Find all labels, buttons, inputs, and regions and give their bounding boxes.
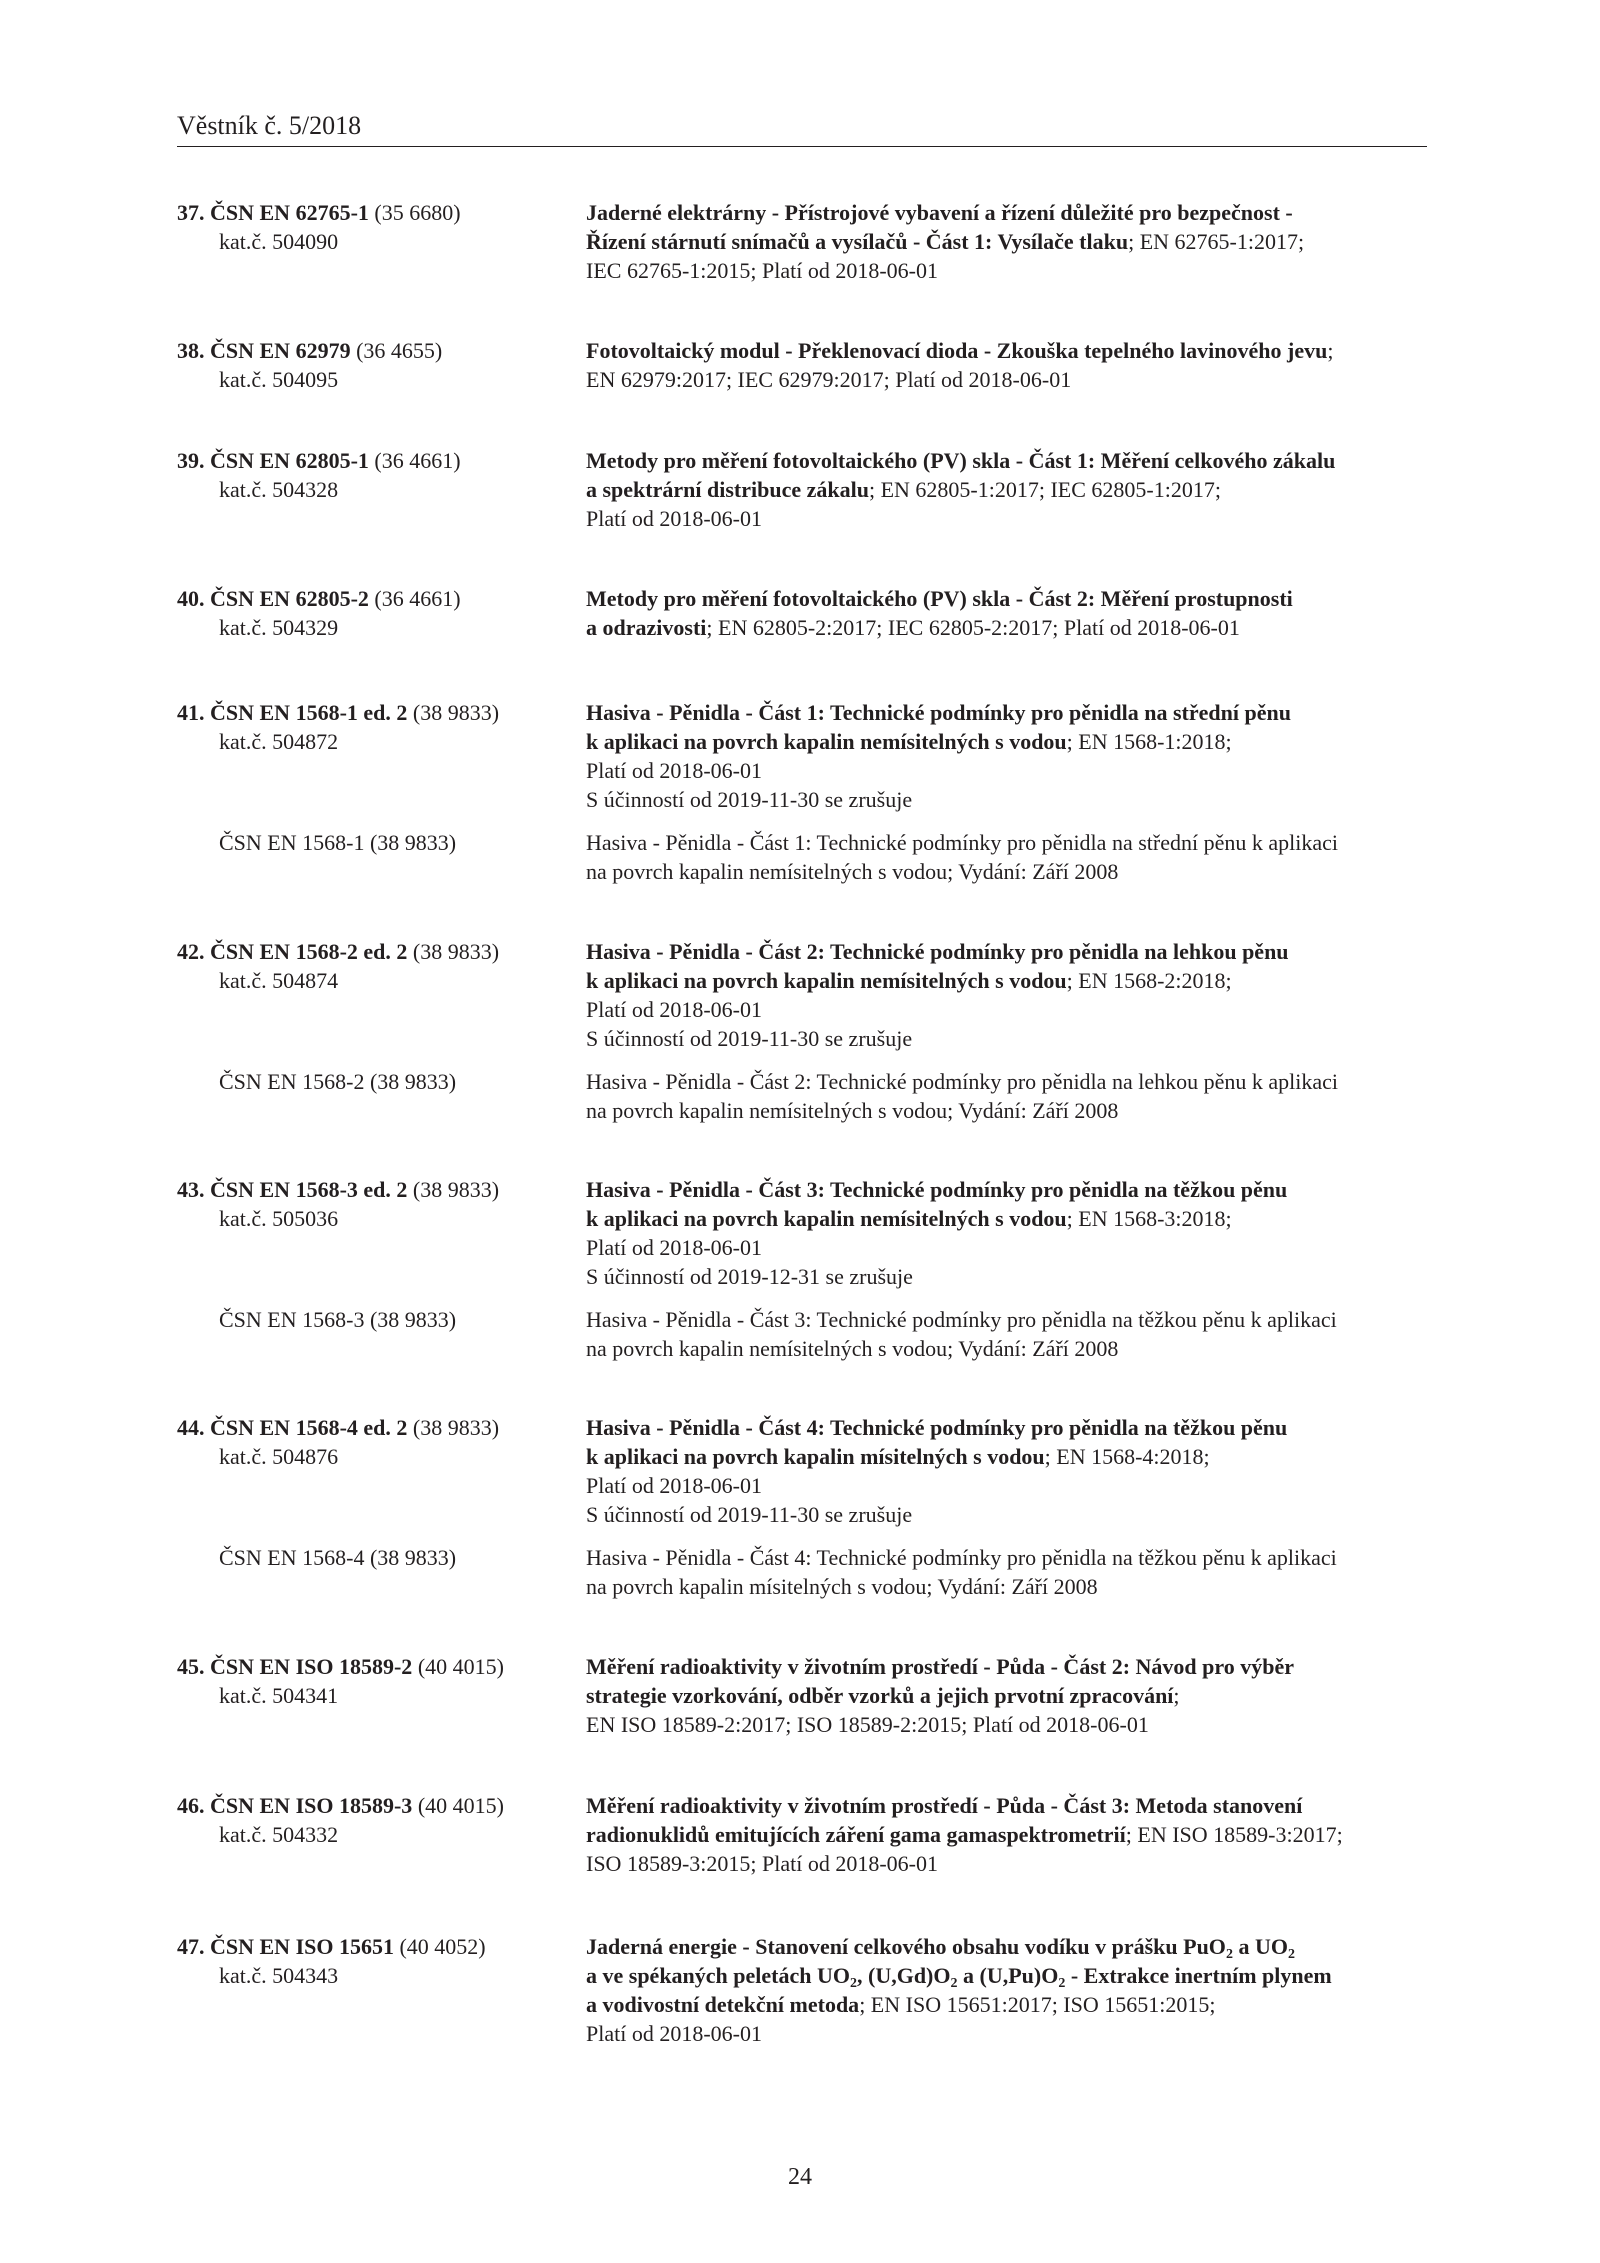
withdrawn-id — [177, 1067, 577, 1096]
description-title: k aplikaci na povrch kapalin nemísitelných s vodou — [586, 729, 1067, 754]
description-meta: IEC 62765-1:2015; Platí od 2018-06-01 — [586, 258, 938, 283]
standard-code-line — [177, 937, 577, 966]
description-line — [586, 1262, 1427, 1291]
description-line — [586, 966, 1427, 995]
withdrawn-code: ČSN EN 1568-3 (38 9833) — [219, 1307, 457, 1332]
standard-description — [586, 584, 1427, 642]
description-line — [586, 756, 1427, 785]
description-line — [586, 446, 1427, 475]
page-header-title: Věstník č. 5/2018 — [177, 111, 362, 140]
standard-entry-43 — [177, 1175, 1427, 1363]
description-meta: EN ISO 18589-2:2017; ISO 18589-2:2015; Platí od 2018-06-01 — [586, 1712, 1149, 1737]
standard-id — [177, 1175, 577, 1233]
description-line — [586, 256, 1427, 285]
catalog-number: kat.č. 504328 — [219, 477, 339, 502]
standard-code: ČSN EN ISO 18589-2 — [210, 1654, 413, 1679]
description-line — [586, 937, 1427, 966]
standard-code: ČSN EN 1568-1 ed. 2 — [210, 700, 408, 725]
standard-code: ČSN EN 1568-4 ed. 2 — [210, 1415, 408, 1440]
standard-code-line — [177, 1791, 577, 1820]
standard-id — [177, 446, 577, 504]
description-line — [586, 1820, 1427, 1849]
standard-description — [586, 937, 1427, 1053]
withdrawn-line: na povrch kapalin nemísitelných s vodou; Vydání: Září 2008 — [586, 859, 1119, 884]
description-line — [586, 504, 1427, 533]
standard-code-line — [177, 336, 577, 365]
description-line — [586, 1652, 1427, 1681]
classification-code: (38 9833) — [412, 1415, 500, 1440]
standard-code: ČSN EN 62979 — [210, 338, 351, 363]
standard-code-line — [177, 698, 577, 727]
page-number: 24 — [788, 2164, 812, 2190]
withdrawn-standard — [177, 828, 1427, 886]
description-title: Metody pro měření fotovoltaického (PV) skla - Část 1: Měření celkového zákalu — [586, 448, 1336, 473]
standard-row — [177, 198, 1427, 285]
description-title: Měření radioaktivity v životním prostředí - Půda - Část 2: Návod pro výběr — [586, 1654, 1295, 1679]
standard-code-line — [177, 1652, 577, 1681]
classification-code: (38 9833) — [412, 1177, 500, 1202]
header-divider — [177, 146, 1427, 147]
description-meta: S účinností od 2019-11-30 se zrušuje — [586, 1026, 913, 1051]
description-line — [586, 1413, 1427, 1442]
description-line — [586, 198, 1427, 227]
withdrawn-id — [177, 828, 577, 857]
standard-entry-46 — [177, 1791, 1427, 1878]
standard-id — [177, 698, 577, 756]
classification-code: (36 4655) — [356, 338, 443, 363]
withdrawn-line: Hasiva - Pěnidla - Část 2: Technické podmínky pro pěnidla na lehkou pěnu k aplikaci — [586, 1069, 1338, 1094]
catalog-number: kat.č. 504090 — [219, 229, 339, 254]
description-meta: EN 62979:2017; IEC 62979:2017; Platí od 2018-06-01 — [586, 367, 1072, 392]
withdrawn-id — [177, 1305, 577, 1334]
withdrawn-description — [586, 1067, 1427, 1125]
description-line — [586, 1500, 1427, 1529]
catalog-number: kat.č. 504872 — [219, 729, 339, 754]
standard-id — [177, 1791, 577, 1849]
standard-description — [586, 698, 1427, 814]
description-meta: S účinností od 2019-11-30 se zrušuje — [586, 1502, 913, 1527]
description-meta: ; EN ISO 18589-3:2017; — [1125, 1822, 1343, 1847]
standard-code: ČSN EN ISO 18589-3 — [210, 1793, 413, 1818]
description-line — [586, 1175, 1427, 1204]
standard-description — [586, 1413, 1427, 1529]
description-line — [586, 1791, 1427, 1820]
description-line — [586, 227, 1427, 256]
standard-id — [177, 336, 577, 394]
description-meta: ; EN 62805-1:2017; IEC 62805-1:2017; — [868, 477, 1221, 502]
standard-row — [177, 1175, 1427, 1291]
description-title: Hasiva - Pěnidla - Část 1: Technické podmínky pro pěnidla na střední pěnu — [586, 700, 1291, 725]
description-meta: ; EN 1568-3:2018; — [1066, 1206, 1232, 1231]
withdrawn-description — [586, 828, 1427, 886]
classification-code: (40 4015) — [417, 1793, 504, 1818]
description-title: Řízení stárnutí snímačů a vysílačů - Část 1: Vysílače tlaku — [586, 229, 1129, 254]
description-line — [586, 1849, 1427, 1878]
catalog-number: kat.č. 504095 — [219, 367, 339, 392]
description-line — [586, 1442, 1427, 1471]
description-meta: Platí od 2018-06-01 — [586, 758, 762, 783]
standard-row — [177, 446, 1427, 533]
standard-entry-41 — [177, 698, 1427, 886]
description-title: k aplikaci na povrch kapalin nemísitelných s vodou — [586, 968, 1067, 993]
standard-entry-39 — [177, 446, 1427, 533]
description-line — [586, 613, 1427, 642]
standard-id — [177, 1413, 577, 1471]
description-title: a odrazivosti — [586, 615, 707, 640]
classification-code: (38 9833) — [412, 939, 500, 964]
entry-number: 41. — [177, 700, 205, 725]
description-title: Fotovoltaický modul - Překlenovací dioda - Zkouška tepelného lavinového jevu — [586, 338, 1328, 363]
entry-number: 47. — [177, 1934, 205, 1959]
standard-description — [586, 1175, 1427, 1291]
standard-id — [177, 1932, 577, 1990]
description-title: Hasiva - Pěnidla - Část 2: Technické podmínky pro pěnidla na lehkou pěnu — [586, 939, 1289, 964]
withdrawn-description — [586, 1305, 1427, 1363]
standard-row — [177, 698, 1427, 814]
description-title: strategie vzorkování, odběr vzorků a jejich prvotní zpracování — [586, 1683, 1174, 1708]
description-meta: ; — [1327, 338, 1334, 363]
entry-number: 39. — [177, 448, 205, 473]
withdrawn-line: Hasiva - Pěnidla - Část 4: Technické podmínky pro pěnidla na těžkou pěnu k aplikaci — [586, 1545, 1337, 1570]
standard-entry-38 — [177, 336, 1427, 394]
standard-code: ČSN EN ISO 15651 — [210, 1934, 394, 1959]
classification-code: (35 6680) — [374, 200, 461, 225]
catalog-number: kat.č. 504329 — [219, 615, 339, 640]
withdrawn-line: na povrch kapalin nemísitelných s vodou; Vydání: Září 2008 — [586, 1336, 1119, 1361]
standard-description — [586, 1652, 1427, 1739]
entry-number: 44. — [177, 1415, 205, 1440]
standard-id — [177, 584, 577, 642]
description-meta: ; EN 62765-1:2017; — [1128, 229, 1305, 254]
description-meta: S účinností od 2019-12-31 se zrušuje — [586, 1264, 913, 1289]
withdrawn-code: ČSN EN 1568-2 (38 9833) — [219, 1069, 457, 1094]
entry-number: 46. — [177, 1793, 205, 1818]
description-meta: Platí od 2018-06-01 — [586, 1473, 762, 1498]
standard-description — [586, 336, 1427, 394]
description-line — [586, 1681, 1427, 1710]
withdrawn-description — [586, 1543, 1427, 1601]
standard-code-line — [177, 1175, 577, 1204]
description-meta: S účinností od 2019-11-30 se zrušuje — [586, 787, 913, 812]
standard-row — [177, 937, 1427, 1053]
standard-row — [177, 336, 1427, 394]
catalog-number: kat.č. 504343 — [219, 1963, 339, 1988]
standard-row — [177, 584, 1427, 642]
description-meta: Platí od 2018-06-01 — [586, 1235, 762, 1260]
standard-code-line — [177, 1413, 577, 1442]
standard-code: ČSN EN 62805-1 — [210, 448, 369, 473]
standard-entry-44 — [177, 1413, 1427, 1601]
standard-description: Jaderná energie - Stanovení celkového obsahu vodíku v prášku PuO$_2$ a $UO_2$ a ve spékaných peletách $UO_2$, $(U,Gd)O_2$ a $(U,Pu)O_2$ - Extrakce inertním plynem a vodivostní detekční metoda; EN ISO 15651:2017; ISO 15651:2015; Platí od 2018-06-01 — [586, 1934, 1332, 2046]
withdrawn-standard — [177, 1305, 1427, 1363]
catalog-number: kat.č. 504874 — [219, 968, 339, 993]
description-meta: ; EN 1568-1:2018; — [1066, 729, 1232, 754]
description-title: k aplikaci na povrch kapalin mísitelných s vodou — [586, 1444, 1045, 1469]
standard-code-line — [177, 446, 577, 475]
standard-description — [586, 198, 1427, 285]
catalog-number: kat.č. 504332 — [219, 1822, 339, 1847]
description-line — [586, 336, 1427, 365]
withdrawn-code: ČSN EN 1568-1 (38 9833) — [219, 830, 457, 855]
entry-number: 40. — [177, 586, 205, 611]
standard-id — [177, 937, 577, 995]
standard-code: ČSN EN 1568-2 ed. 2 — [210, 939, 408, 964]
description-meta: ; — [1173, 1683, 1180, 1708]
description-meta: ; EN 1568-4:2018; — [1044, 1444, 1210, 1469]
catalog-number: kat.č. 505036 — [219, 1206, 339, 1231]
description-meta: ISO 18589-3:2015; Platí od 2018-06-01 — [586, 1851, 938, 1876]
description-title: a spektrární distribuce zákalu — [586, 477, 869, 502]
standard-entry-37 — [177, 198, 1427, 285]
classification-code: (40 4052) — [399, 1934, 486, 1959]
entry-number: 42. — [177, 939, 205, 964]
standard-entry-42 — [177, 937, 1427, 1125]
entry-number: 43. — [177, 1177, 205, 1202]
standard-id — [177, 1652, 577, 1710]
standard-id — [177, 198, 577, 256]
withdrawn-id — [177, 1543, 577, 1572]
description-meta: Platí od 2018-06-01 — [586, 506, 762, 531]
standard-description — [586, 446, 1427, 533]
description-meta: ; EN 1568-2:2018; — [1066, 968, 1232, 993]
standard-code: ČSN EN 62805-2 — [210, 586, 369, 611]
catalog-number: kat.č. 504876 — [219, 1444, 339, 1469]
description-line — [586, 1204, 1427, 1233]
description-line — [586, 1233, 1427, 1262]
withdrawn-standard — [177, 1067, 1427, 1125]
classification-code: (40 4015) — [417, 1654, 504, 1679]
standard-code: ČSN EN 62765-1 — [210, 200, 369, 225]
description-line — [586, 698, 1427, 727]
description-title: Měření radioaktivity v životním prostředí - Půda - Část 3: Metoda stanovení — [586, 1793, 1303, 1818]
withdrawn-standard — [177, 1543, 1427, 1601]
standard-description — [586, 1791, 1427, 1878]
description-line — [586, 785, 1427, 814]
standard-entry-40 — [177, 584, 1427, 642]
description-line — [586, 727, 1427, 756]
classification-code: (38 9833) — [412, 700, 500, 725]
standard-code-line — [177, 584, 577, 613]
catalog-number: kat.č. 504341 — [219, 1683, 339, 1708]
standard-row — [177, 1791, 1427, 1878]
entry-number: 38. — [177, 338, 205, 363]
description-line — [586, 1710, 1427, 1739]
description-line — [586, 365, 1427, 394]
withdrawn-line: na povrch kapalin mísitelných s vodou; Vydání: Září 2008 — [586, 1574, 1098, 1599]
standard-entry-47 — [177, 1932, 1427, 2048]
withdrawn-line: Hasiva - Pěnidla - Část 1: Technické podmínky pro pěnidla na střední pěnu k aplikaci — [586, 830, 1338, 855]
description-title: Metody pro měření fotovoltaického (PV) skla - Část 2: Měření prostupnosti — [586, 586, 1293, 611]
description-title: Hasiva - Pěnidla - Část 3: Technické podmínky pro pěnidla na těžkou pěnu — [586, 1177, 1288, 1202]
description-line — [586, 584, 1427, 613]
classification-code: (36 4661) — [374, 448, 461, 473]
description-title: radionuklidů emitujících záření gama gamaspektrometrií — [586, 1822, 1126, 1847]
description-line — [586, 475, 1427, 504]
description-title: Hasiva - Pěnidla - Část 4: Technické podmínky pro pěnidla na těžkou pěnu — [586, 1415, 1288, 1440]
description-line — [586, 1471, 1427, 1500]
description-meta: ; EN 62805-2:2017; IEC 62805-2:2017; Platí od 2018-06-01 — [706, 615, 1240, 640]
standard-row — [177, 1652, 1427, 1739]
classification-code: (36 4661) — [374, 586, 461, 611]
description-line — [586, 995, 1427, 1024]
description-meta: Platí od 2018-06-01 — [586, 997, 762, 1022]
withdrawn-line: Hasiva - Pěnidla - Část 3: Technické podmínky pro pěnidla na těžkou pěnu k aplikaci — [586, 1307, 1337, 1332]
standard-code: ČSN EN 1568-3 ed. 2 — [210, 1177, 408, 1202]
entry-number: 37. — [177, 200, 205, 225]
standard-code-line — [177, 198, 577, 227]
standard-entry-45 — [177, 1652, 1427, 1739]
description-title: Jaderné elektrárny - Přístrojové vybavení a řízení důležité pro bezpečnost - — [586, 200, 1293, 225]
standard-row — [177, 1413, 1427, 1529]
withdrawn-line: na povrch kapalin nemísitelných s vodou; Vydání: Září 2008 — [586, 1098, 1119, 1123]
description-line — [586, 1024, 1427, 1053]
description-title: k aplikaci na povrch kapalin nemísitelných s vodou — [586, 1206, 1067, 1231]
entry-number: 45. — [177, 1654, 205, 1679]
withdrawn-code: ČSN EN 1568-4 (38 9833) — [219, 1545, 457, 1570]
